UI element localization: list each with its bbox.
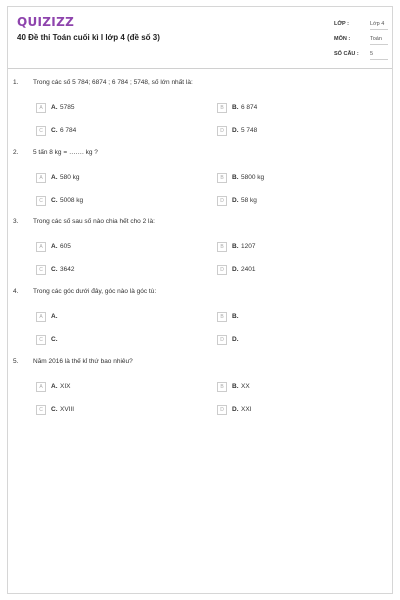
answer-text: 5785 [60,104,75,111]
answer-text: XVIII [60,406,75,413]
answer-checkbox[interactable]: B [217,242,227,252]
question-text: Trong các số 5 784; 6874 ; 6 784 ; 5748, số lớn nhất là: [33,79,193,86]
question-number: 3. [13,218,19,225]
meta-row-grade [334,19,394,34]
answer-letter: B. [232,383,239,390]
answer-checkbox[interactable]: C [36,126,46,136]
answer-text: 2401 [241,266,256,273]
worksheet-title: 40 Đề thi Toán cuối kì I lớp 4 (đề số 3) [17,33,160,42]
answer-letter: B. [232,174,239,181]
meta-value: 5 [370,51,388,60]
answer-text: 5800 kg [241,174,265,181]
answer-letter: A. [51,174,58,181]
question-item [0,288,400,358]
answer-checkbox[interactable]: C [36,265,46,275]
answer-checkbox[interactable]: B [217,382,227,392]
answer-letter: D. [232,336,239,343]
question-item [0,79,400,149]
question-text: Trong các góc dưới đây, góc nào là góc tù: [33,288,157,295]
answer-letter: C. [51,197,58,204]
meta-label: MÔN : [334,36,351,42]
answer-checkbox[interactable]: A [36,173,46,183]
answer-checkbox[interactable]: B [217,103,227,113]
question-number: 5. [13,358,19,365]
question-number: 1. [13,79,19,86]
answer-letter: D. [232,406,239,413]
meta-value: Lớp 4 [370,21,388,30]
answer-text: 1207 [241,243,256,250]
answer-text: 3642 [60,266,75,273]
answer-letter: D. [232,127,239,134]
answer-letter: B. [232,313,239,320]
question-item [0,149,400,219]
meta-label: LỚP : [334,21,349,27]
answer-checkbox[interactable]: D [217,196,227,206]
answer-text: 605 [60,243,71,250]
answer-checkbox[interactable]: C [36,196,46,206]
answer-letter: C. [51,266,58,273]
answer-checkbox[interactable]: A [36,242,46,252]
answer-letter: C. [51,127,58,134]
answer-letter: D. [232,197,239,204]
question-number: 4. [13,288,19,295]
question-text: 5 tấn 8 kg = ……. kg ? [33,149,98,156]
meta-row-question-count [334,49,394,64]
answer-checkbox[interactable]: B [217,173,227,183]
worksheet-meta [334,19,394,64]
answer-text: 580 kg [60,174,80,181]
answer-checkbox[interactable]: B [217,312,227,322]
answer-checkbox[interactable]: D [217,405,227,415]
answer-text: 6 784 [60,127,77,134]
quizizz-logo: QUIZIZZ [17,15,75,29]
answer-letter: D. [232,266,239,273]
answer-letter: B. [232,243,239,250]
worksheet-header [8,7,392,69]
question-number: 2. [13,149,19,156]
answer-letter: C. [51,336,58,343]
answer-checkbox[interactable]: D [217,335,227,345]
answer-checkbox[interactable]: A [36,382,46,392]
meta-label: SỐ CÂU : [334,51,359,57]
question-text: Năm 2016 là thế kỉ thứ bao nhiêu? [33,358,133,365]
answer-text: XIX [60,383,71,390]
question-item [0,218,400,288]
answer-checkbox[interactable]: C [36,335,46,345]
answer-checkbox[interactable]: C [36,405,46,415]
answer-checkbox[interactable]: A [36,312,46,322]
answer-text: 58 kg [241,197,257,204]
answer-text: 5 748 [241,127,258,134]
answer-checkbox[interactable]: D [217,126,227,136]
answer-letter: C. [51,406,58,413]
answer-text: 6 874 [241,104,258,111]
answer-letter: B. [232,104,239,111]
meta-value: Toán [370,36,388,45]
answer-text: XXI [241,406,252,413]
meta-row-subject [334,34,394,49]
answer-letter: A. [51,313,58,320]
answer-letter: A. [51,383,58,390]
question-text: Trong các số sau số nào chia hết cho 2 là: [33,218,155,225]
answer-checkbox[interactable]: D [217,265,227,275]
answer-text: 5008 kg [60,197,84,204]
answer-text: XX [241,383,250,390]
answer-checkbox[interactable]: A [36,103,46,113]
question-item [0,358,400,428]
answer-letter: A. [51,243,58,250]
answer-letter: A. [51,104,58,111]
